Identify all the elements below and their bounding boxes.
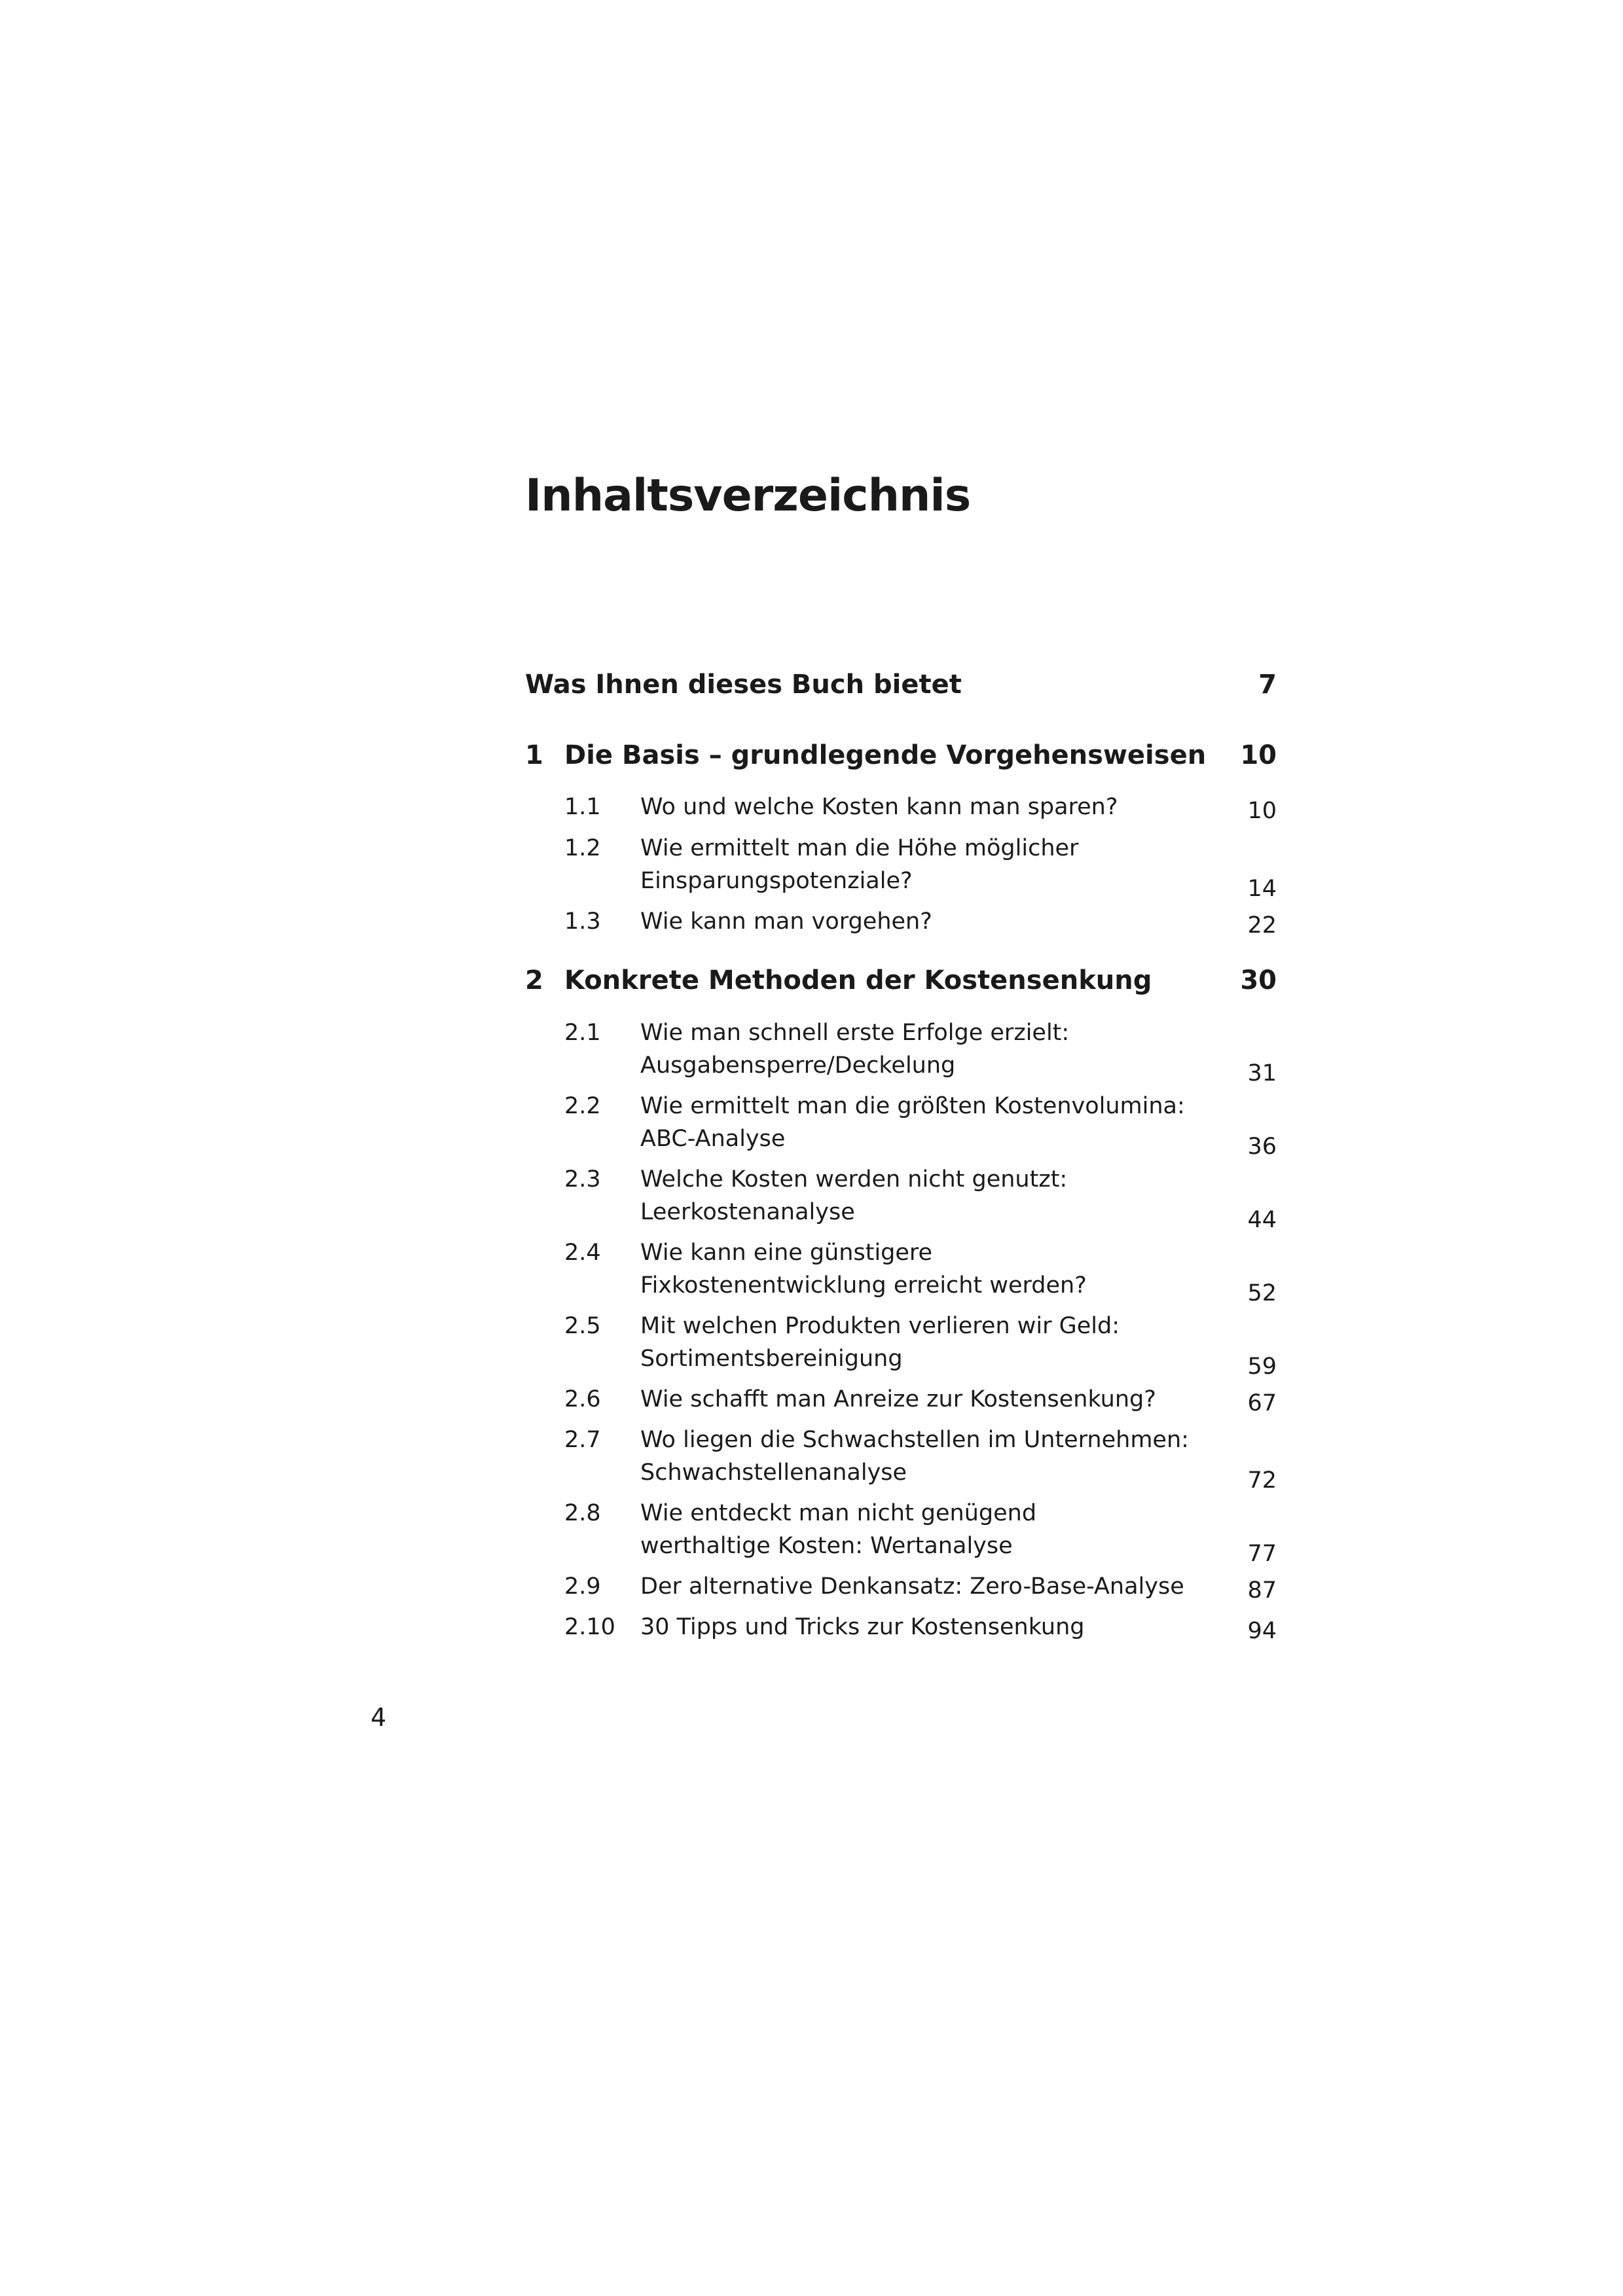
section-title: 30 Tipps und Tricks zur Kostensenkung xyxy=(640,1614,1085,1640)
section-title: Welche Kosten werden nicht genutzt: Leerkostenanalyse xyxy=(640,1166,1068,1225)
toc-chapter-1[interactable] xyxy=(525,737,1277,774)
section-page: 31 xyxy=(1247,1060,1277,1086)
toc-section-2-8[interactable] xyxy=(525,1497,1277,1570)
section-number: 2.4 xyxy=(564,1240,601,1266)
section-number: 1.2 xyxy=(564,835,601,861)
section-number: 2.1 xyxy=(564,1020,601,1046)
toc-intro-page: 7 xyxy=(1258,670,1277,700)
toc-section-2-3[interactable] xyxy=(525,1163,1277,1236)
section-page: 44 xyxy=(1247,1207,1277,1233)
toc-section-2-6[interactable] xyxy=(525,1383,1277,1420)
section-number: 2.10 xyxy=(564,1614,615,1640)
section-page: 52 xyxy=(1247,1280,1277,1306)
toc-section-2-4[interactable] xyxy=(525,1236,1277,1310)
section-title: Wie entdeckt man nicht genügend werthaltige Kosten: Wertanalyse xyxy=(640,1500,1037,1559)
toc-section-1-3[interactable] xyxy=(525,905,1277,942)
toc-section-2-5[interactable] xyxy=(525,1310,1277,1383)
toc-intro-entry[interactable] xyxy=(525,666,1277,703)
page-number: 4 xyxy=(371,1703,387,1732)
section-title: Mit welchen Produkten verlieren wir Geld: Sortimentsbereinigung xyxy=(640,1313,1120,1372)
section-number: 2.9 xyxy=(564,1573,601,1600)
section-number: 2.5 xyxy=(564,1313,601,1339)
section-page: 36 xyxy=(1247,1134,1277,1160)
section-page: 14 xyxy=(1247,876,1277,902)
section-title: Wie man schnell erste Erfolge erzielt: Ausgabensperre/Deckelung xyxy=(640,1020,1070,1079)
section-number: 2.2 xyxy=(564,1093,601,1119)
chapter-page: 30 xyxy=(1240,965,1277,996)
section-page: 94 xyxy=(1247,1618,1277,1644)
section-number: 2.8 xyxy=(564,1500,601,1526)
section-number: 1.1 xyxy=(564,794,601,820)
page-title: Inhaltsverzeichnis xyxy=(525,470,971,522)
chapter-page: 10 xyxy=(1240,740,1277,770)
section-title: Wie ermittelt man die Höhe möglicher Einsparungspotenziale? xyxy=(640,835,1079,894)
toc-chapter-2[interactable] xyxy=(525,962,1277,999)
section-page: 67 xyxy=(1247,1390,1277,1416)
toc-intro-title: Was Ihnen dieses Buch bietet xyxy=(525,670,962,700)
toc-section-1-2[interactable] xyxy=(525,832,1277,905)
section-title: Wo und welche Kosten kann man sparen? xyxy=(640,794,1118,820)
section-number: 2.3 xyxy=(564,1166,601,1193)
chapter-title: Die Basis – grundlegende Vorgehensweisen xyxy=(564,740,1207,770)
section-number: 1.3 xyxy=(564,908,601,935)
section-page: 87 xyxy=(1247,1577,1277,1604)
section-title: Wie ermittelt man die größten Kostenvolumina: ABC-Analyse xyxy=(640,1093,1185,1152)
section-title: Wie kann man vorgehen? xyxy=(640,908,932,935)
toc-section-2-1[interactable] xyxy=(525,1016,1277,1090)
chapter-title: Konkrete Methoden der Kostensenkung xyxy=(564,965,1152,996)
section-page: 59 xyxy=(1247,1354,1277,1380)
toc-section-2-2[interactable] xyxy=(525,1090,1277,1163)
chapter-number: 2 xyxy=(525,965,543,996)
toc-section-2-7[interactable] xyxy=(525,1424,1277,1497)
section-title: Wo liegen die Schwachstellen im Unternehmen: Schwachstellenanalyse xyxy=(640,1427,1189,1486)
section-number: 2.6 xyxy=(564,1386,601,1412)
section-title: Wie kann eine günstigere Fixkostenentwicklung erreicht werden? xyxy=(640,1240,1087,1299)
section-title: Wie schafft man Anreize zur Kostensenkung? xyxy=(640,1386,1156,1412)
section-page: 22 xyxy=(1247,912,1277,939)
section-page: 10 xyxy=(1247,798,1277,824)
section-title: Der alternative Denkansatz: Zero-Base-Analyse xyxy=(640,1573,1184,1600)
chapter-number: 1 xyxy=(525,740,543,770)
toc-section-2-9[interactable] xyxy=(525,1570,1277,1607)
section-number: 2.7 xyxy=(564,1427,601,1453)
section-page: 77 xyxy=(1247,1541,1277,1567)
section-page: 72 xyxy=(1247,1467,1277,1494)
toc-section-2-10[interactable] xyxy=(525,1611,1277,1647)
toc-section-1-1[interactable] xyxy=(525,791,1277,827)
